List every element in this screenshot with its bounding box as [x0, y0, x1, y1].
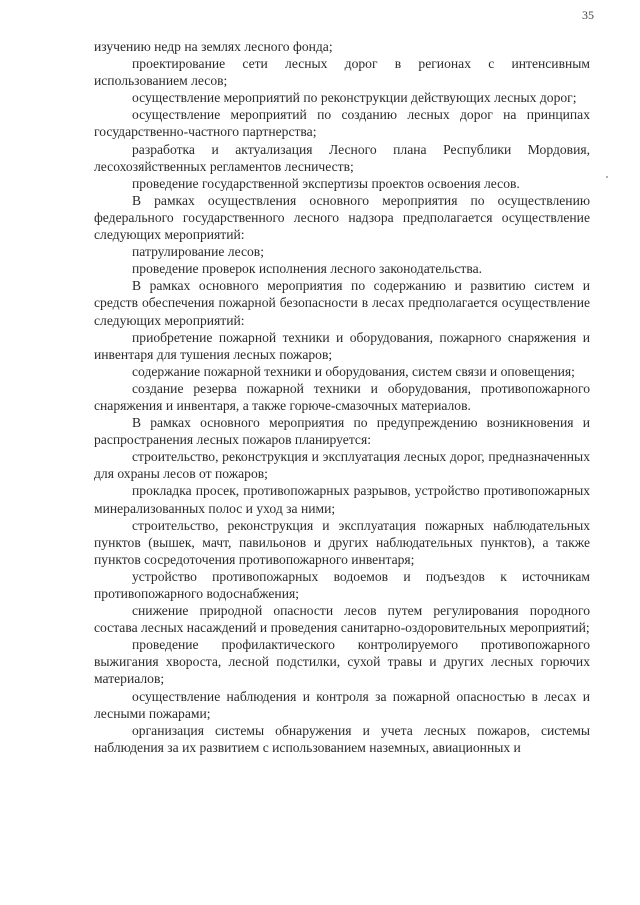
paragraph: изучению недр на землях лесного фонда; — [94, 39, 333, 54]
paragraph: устройство противопожарных водоемов и подъездов к источникам противопожарного водоснабжения; — [94, 568, 590, 601]
paragraph: проведение проверок исполнения лесного законодательства. — [132, 261, 483, 277]
paragraph: снижение природной опасности лесов путем регулирования породного состава лесных насаждений и проведения санитарно-оздоровительных мероприятий; — [94, 603, 590, 636]
paragraph: содержание пожарной техники и оборудования, систем связи и оповещения; — [132, 363, 575, 379]
paragraph: осуществление мероприятий по реконструкции действующих лесных дорог; — [132, 90, 577, 106]
paragraph: В рамках осуществления основного мероприятия по осуществлению федерального государственного лесного надзора предполагается осуществление следующих мероприятий: — [94, 192, 590, 243]
paragraph: В рамках основного мероприятия по содержанию и развитию систем и средств обеспечения пожарной безопасности в лесах предполагается осуществление следующих мероприятий: — [94, 278, 590, 328]
paragraph: В рамках основного мероприятия по предупреждению возникновения и распространения лесных пожаров планируется: — [94, 415, 590, 448]
page-number: 35 — [582, 8, 594, 22]
paragraph: осуществление наблюдения и контроля за пожарной опасностью в лесах и лесными пожарами; — [94, 688, 590, 721]
paragraph: патрулирование лесов; — [132, 244, 264, 260]
paragraph: организация системы обнаружения и учета лесных пожаров, системы наблюдения за их развитием с использованием наземных, авиационных и — [94, 722, 590, 755]
paragraph: создание резерва пожарной техники и оборудования, противопожарного снаряжения и инвентаря, а также горюче-смазочных материалов. — [94, 380, 590, 413]
document-body — [94, 38, 590, 756]
scan-speck — [606, 176, 608, 178]
paragraph: строительство, реконструкция и эксплуатация лесных дорог, предназначенных для охраны лесов от пожаров; — [94, 449, 590, 482]
paragraph: строительство, реконструкция и эксплуатация пожарных наблюдательных пунктов (вышек, мачт, павильонов и других наблюдательных пунктов), а также пунктов сосредоточения противопожарного инвентаря; — [94, 517, 590, 567]
paragraph: приобретение пожарной техники и оборудования, пожарного снаряжения и инвентаря для тушения лесных пожаров; — [94, 329, 590, 362]
paragraph: проектирование сети лесных дорог в регионах с интенсивным использованием лесов; — [94, 56, 590, 89]
paragraph: осуществление мероприятий по созданию лесных дорог на принципах государственно-частного партнерства; — [94, 107, 590, 140]
paragraph: прокладка просек, противопожарных разрывов, устройство противопожарных минерализованных полос и уход за ними; — [94, 483, 590, 516]
paragraph: проведение профилактического контролируемого противопожарного выжигания хвороста, лесной подстилки, сухой травы и других лесных горючих материалов; — [94, 637, 590, 687]
paragraph: разработка и актуализация Лесного плана Республики Мордовия, лесохозяйственных регламентов лесничеств; — [94, 141, 590, 174]
paragraph: проведение государственной экспертизы проектов освоения лесов. — [132, 175, 520, 191]
